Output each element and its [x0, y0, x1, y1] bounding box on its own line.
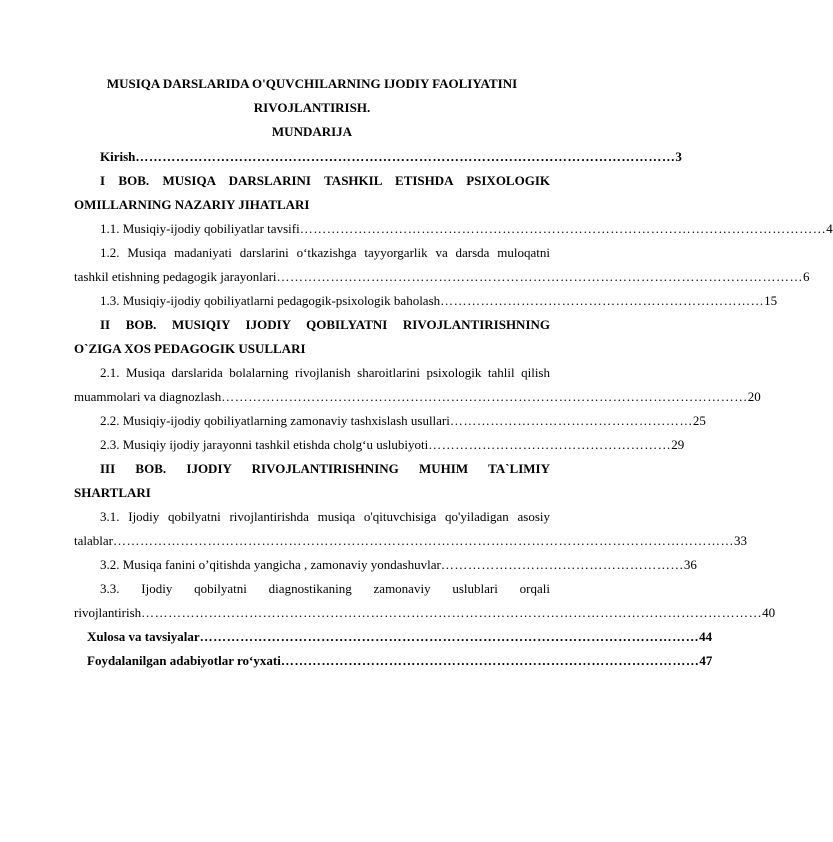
toc-entry-text: 2.3. Musiqiy ijodiy jarayonni tashkil etishda cholg‘u uslubiyoti	[100, 437, 429, 452]
toc-entry-references	[87, 653, 713, 669]
toc-page-number: 29	[671, 437, 685, 452]
toc-entry-1-2-line2	[74, 269, 810, 285]
toc-entry-3-1-line1: 3.1. Ijodiy qobilyatni rivojlantirishda musiqa o'qituvchisiga qo'yiladigan asosiy	[100, 509, 550, 524]
toc-chapter2-heading-line2: O`ZIGA XOS PEDAGOGIK USULLARI	[74, 341, 306, 356]
leader-dots: ………………………………………………………………………………………………………	[276, 269, 804, 284]
toc-entry-text: talablar	[74, 533, 113, 548]
toc-entry-text: 1.3. Musiqiy-ijodiy qobiliyatlarni pedagogik-psixologik baholash	[100, 293, 441, 308]
toc-page-number: 25	[692, 413, 706, 428]
leader-dots: ………………………………………………………………………………………………………	[221, 389, 748, 404]
leader-dots: …………………………………………………………………………………………………………………………	[112, 533, 734, 548]
toc-page-number: 15	[764, 293, 778, 308]
toc-entry-text: tashkil etishning pedagogik jarayonlari	[74, 269, 277, 284]
toc-page-number: 44	[699, 629, 713, 644]
toc-page-number: 40	[762, 605, 776, 620]
toc-entry-text: Foydalanilgan adabiyotlar ro‘yxati	[87, 653, 281, 668]
toc-chapter2-heading-line1: II BOB. MUSIQIY IJODIY QOBILYATNI RIVOJLANTIRISHNING	[100, 317, 550, 332]
toc-entry-2-1-line1: 2.1. Musiqa darslarida bolalarning rivojlanish sharoitlarini psixologik tahlil qilish	[100, 365, 550, 380]
toc-chapter1-heading-line1: I BOB. MUSIQA DARSLARINI TASHKIL ETISHDA PSIXOLOGIK	[100, 173, 550, 188]
toc-entry-conclusion	[87, 629, 713, 645]
toc-chapter3-heading-line1: III BOB. IJODIY RIVOJLANTIRISHNING MUHIM TA`LIMIY	[100, 461, 550, 476]
toc-page-number: 36	[683, 557, 697, 572]
toc-entry-2-2	[100, 413, 706, 429]
leader-dots: …………………………………………………………………………………………………………	[135, 149, 676, 164]
toc-entry-2-1-line2	[74, 389, 761, 405]
toc-entry-3-2	[100, 557, 697, 573]
toc-chapter1-heading-line2: OMILLARNING NAZARIY JIHATLARI	[74, 197, 310, 212]
leader-dots: ………………………………………………………………	[440, 293, 765, 308]
leader-dots: ………………………………………………	[428, 437, 672, 452]
toc-entry-1-3	[100, 293, 778, 309]
toc-page-number: 20	[747, 389, 761, 404]
leader-dots: ………………………………………………………………………………………………………	[299, 221, 827, 236]
document-title-line1: MUSIQA DARSLARIDA O'QUVCHILARNING IJODIY FAOLIYATINI	[106, 76, 518, 91]
toc-entry-1-2-line1: 1.2. Musiqa madaniyati darslarini o‘tkazishga tayyorgarlik va darsda muloqatni	[100, 245, 550, 260]
toc-page-number: 3	[675, 149, 682, 164]
toc-page-number: 4	[826, 221, 833, 236]
leader-dots: …………………………………………………………………………………	[280, 653, 700, 668]
leader-dots: …………………………………………………………………………………………………………………………	[141, 605, 763, 620]
toc-entry-3-3-line1: 3.3. Ijodiy qobilyatni diagnostikaning zamonaviy uslublari orqali	[100, 581, 550, 596]
leader-dots: ………………………………………………	[449, 413, 693, 428]
toc-entry-1-1	[100, 221, 833, 237]
toc-entry-3-1-line2	[74, 533, 747, 549]
toc-entry-intro	[100, 149, 682, 165]
toc-page-number: 47	[699, 653, 713, 668]
toc-chapter3-heading-line2: SHARTLARI	[74, 485, 151, 500]
document-title-line2: RIVOJLANTIRISH.	[253, 100, 371, 115]
toc-page-number: 33	[733, 533, 747, 548]
toc-entry-text: Kirish	[100, 149, 136, 164]
leader-dots: …………………………………………………………………………………………………	[199, 629, 700, 644]
toc-entry-2-3	[100, 437, 685, 453]
toc-entry-text: 2.2. Musiqiy-ijodiy qobiliyatlarning zamonaviy tashxislash usullari	[100, 413, 450, 428]
toc-entry-text: Xulosa va tavsiyalar	[87, 629, 200, 644]
toc-entry-text: rivojlantirish	[74, 605, 142, 620]
toc-entry-3-3-line2	[74, 605, 776, 621]
toc-entry-text: 3.2. Musiqa fanini o’qitishda yangicha , zamonaviy yondashuvlar	[100, 557, 441, 572]
toc-page-number: 6	[803, 269, 810, 284]
toc-entry-text: 1.1. Musiqiy-ijodiy qobiliyatlar tavsifi	[100, 221, 300, 236]
toc-heading: MUNDARIJA	[271, 124, 353, 139]
leader-dots: ………………………………………………	[440, 557, 684, 572]
toc-entry-text: muammolari va diagnozlash	[74, 389, 222, 404]
